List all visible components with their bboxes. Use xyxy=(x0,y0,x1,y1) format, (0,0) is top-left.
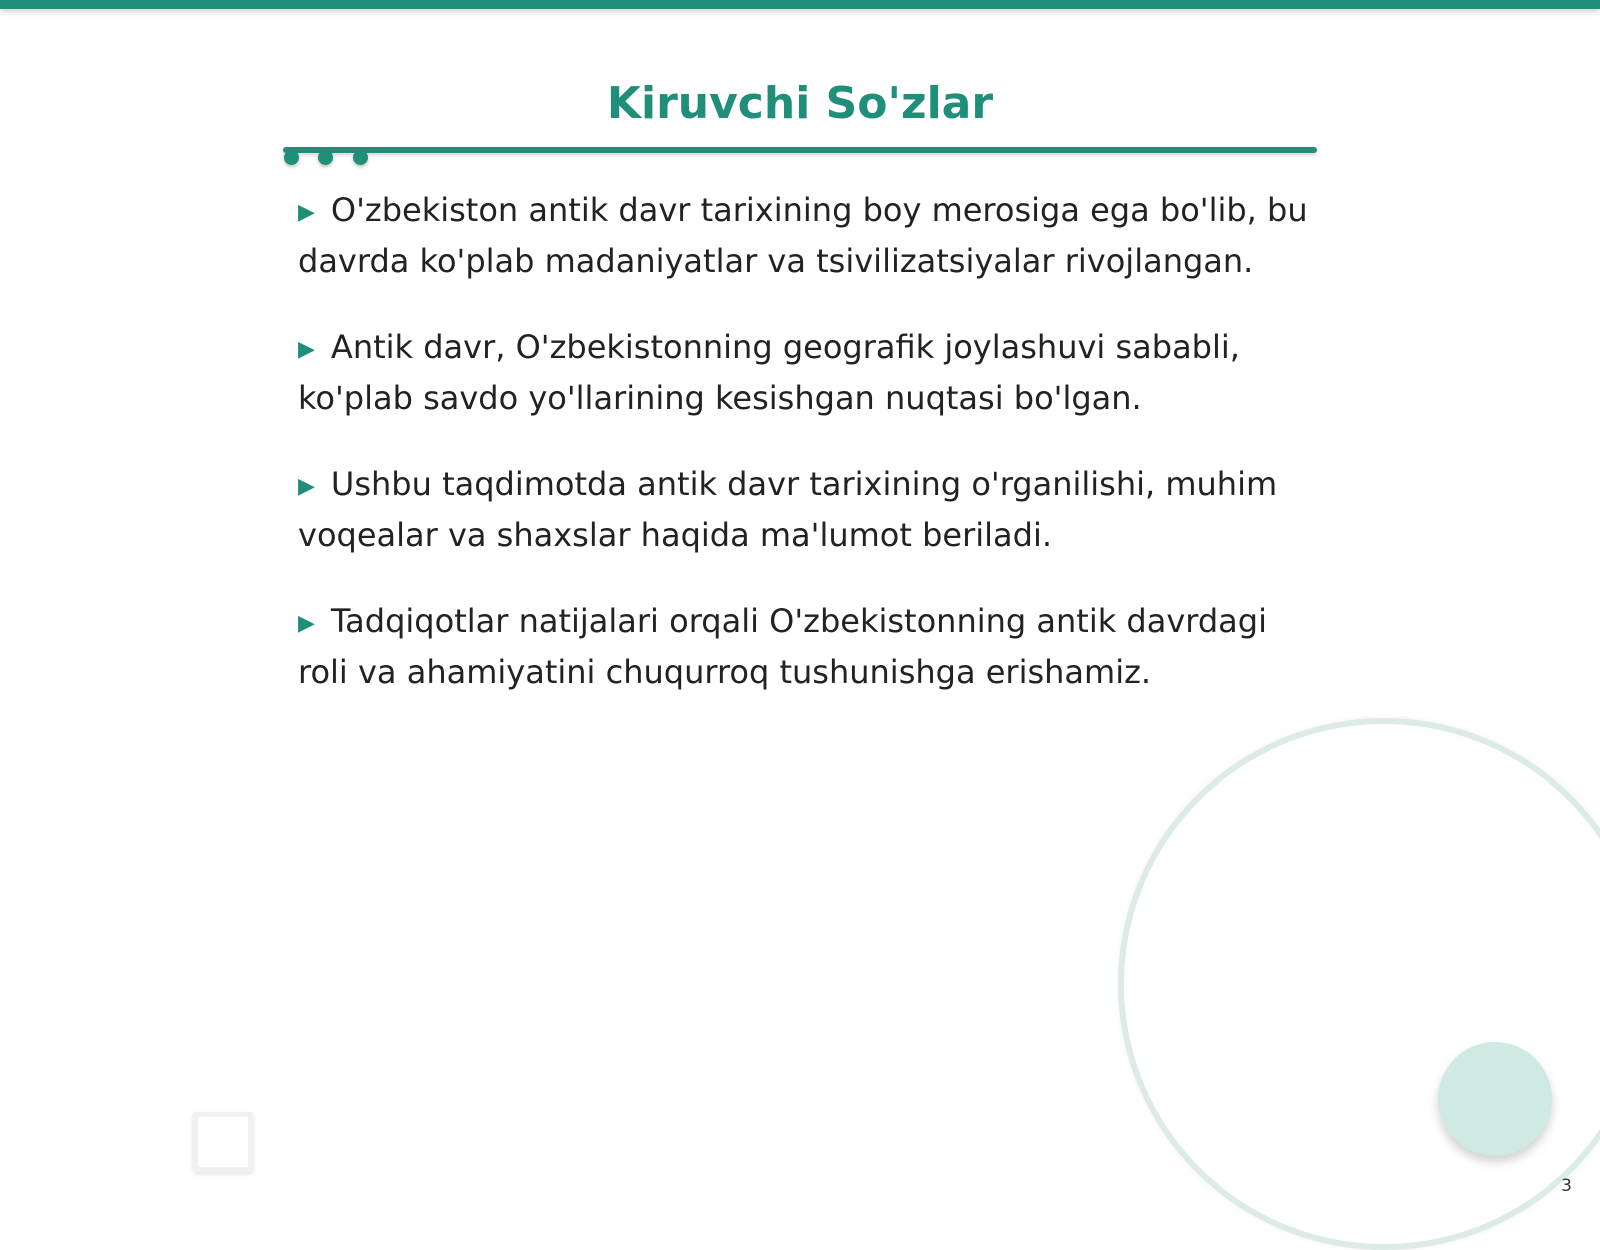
slide-title: Kiruvchi So'zlar xyxy=(606,78,994,129)
underline-dot xyxy=(353,150,368,165)
decorative-ring xyxy=(1118,718,1600,1250)
bullet-list xyxy=(298,186,1318,734)
triangle-bullet-icon: ▶ xyxy=(298,337,315,362)
page-number: 3 xyxy=(1561,1176,1572,1196)
bullet-item xyxy=(298,460,1318,559)
decorative-square xyxy=(193,1112,253,1172)
triangle-bullet-icon: ▶ xyxy=(298,611,315,636)
underline-dot xyxy=(318,150,333,165)
bullet-text: Antik davr, O'zbekistonning geografik joylashuvi sababli, ko'plab savdo yo'llarining kesishgan nuqtasi bo'lgan. xyxy=(298,328,1240,417)
bullet-item xyxy=(298,597,1318,696)
triangle-bullet-icon: ▶ xyxy=(298,474,315,499)
bullet-item xyxy=(298,323,1318,422)
title-underline xyxy=(283,147,1317,153)
bullet-text: Tadqiqotlar natijalari orqali O'zbekistonning antik davrdagi roli va ahamiyatini chuqurroq tushunishga erishamiz. xyxy=(298,602,1267,691)
underline-dot xyxy=(284,150,299,165)
triangle-bullet-icon: ▶ xyxy=(298,200,315,225)
bullet-text: Ushbu taqdimotda antik davr tarixining o'rganilishi, muhim voqealar va shaxslar haqida ma'lumot beriladi. xyxy=(298,465,1278,554)
decorative-dot xyxy=(1438,1042,1552,1156)
top-accent-bar xyxy=(0,0,1600,9)
bullet-item xyxy=(298,186,1318,285)
bullet-text: O'zbekiston antik davr tarixining boy merosiga ega bo'lib, bu davrda ko'plab madaniyatlar va tsivilizatsiyalar rivojlangan. xyxy=(298,191,1308,280)
